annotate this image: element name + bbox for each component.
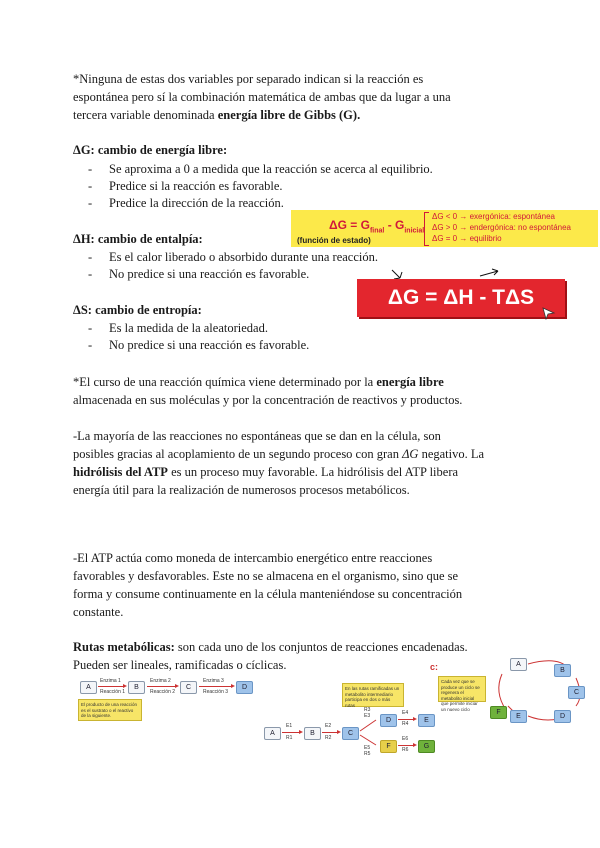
enzyme-label: Enzima 2 [150,678,171,684]
node-e: E [418,714,435,727]
arrow [398,745,414,746]
gibbs-equation: $\Delta G = G_{final} - G_{inicial}$ [329,218,425,235]
node-c: C [342,727,359,740]
node-f: F [490,706,507,719]
list-item: - Es la medida de la aleatoriedad. [88,320,309,337]
node-b: B [554,664,571,677]
reaction-label: R3 [364,707,371,713]
state-function-label: (función de estado) [297,236,371,245]
arrow [147,686,176,687]
delta-g-heading: ΔG: cambio de energía libre: [73,143,228,157]
delta-h-heading: ΔH: cambio de entalpía: [73,232,203,246]
reaction-label: Reacción 1 [100,689,126,695]
node-a: A [510,658,527,671]
arrow [398,719,414,720]
enzyme-label: Enzima 1 [100,678,121,684]
gibbs-formula-banner: ΔG = ΔH - TΔS [357,279,565,317]
branched-note: En las rutas ramificadas un metabolito intermediario participa en dos o más rutas [342,683,404,707]
list-item: - Es el calor liberado o absorbido durante una reacción. [88,249,378,266]
list-item: - Se aproxima a 0 a medida que la reacción se acerca al equilibrio. [88,161,433,178]
reaction-label: Reacción 3 [203,689,229,695]
condition-endergonic: ΔG > 0 → endergónica: no espontánea [432,223,571,232]
node-c: C [568,686,585,699]
cyclic-pathway-diagram [428,656,586,728]
gibbs-equation-box [291,210,598,247]
intro-paragraph [73,70,543,124]
condition-equilibrium: ΔG = 0 → equilibrio [432,234,502,243]
node-d: D [554,710,571,723]
intro-line-1: *Ninguna de estas dos variables por separado indican si la reacción es [73,72,424,86]
cyclic-marker: c: [430,662,439,672]
intro-line-3: tercera variable denominada energía libre de Gibbs (G). [73,108,361,122]
enzyme-label: E5 [364,745,371,751]
reaction-label: R1 [286,735,293,741]
enzyme-label: E3 [364,713,371,719]
rutas-term: Rutas metabólicas: [73,640,175,654]
list-item: - No predice si una reacción es favorable. [88,266,378,283]
cyclic-note: Cada vez que se produce un ciclo se regenera el metabolito inicial que permite iniciar un nuevo ciclo [438,676,486,702]
node-a: A [264,727,281,740]
enzyme-label: E2 [325,723,332,729]
reaction-label: R2 [325,735,332,741]
rutas-paragraph: Rutas metabólicas: son cada uno de los conjuntos de reacciones encadenadas. Pueden ser lineales, ramificadas o cíclicas. [73,640,468,672]
branched-pathway-diagram [262,683,437,757]
gibbs-term: energía libre de Gibbs (G). [217,108,361,122]
node-g: G [418,740,435,753]
delta-s-list [88,320,309,354]
curso-paragraph: *El curso de una reacción química viene determinado por la energía libre almacenada en sus moléculas y por la concentración de reactivos y productos. [73,375,463,407]
node-c: C [180,681,197,694]
list-item: - Predice la dirección de la reacción. [88,195,433,212]
energia-libre-term: energía libre [376,375,444,389]
enzyme-label: E1 [286,723,293,729]
condition-exergonic: ΔG < 0 → exergónica: espontánea [432,212,555,221]
enzyme-label: E4 [402,710,409,716]
bracket-shape [424,212,429,246]
arrow [199,686,232,687]
node-e: E [510,710,527,723]
enzyme-label: E6 [402,736,409,742]
linear-note: El producto de una reacción es el sustrato o el reactivo de la siguiente. [78,699,142,721]
linear-pathway-diagram [70,676,270,736]
node-b: B [304,727,321,740]
delta-g-list [88,161,433,212]
reaction-label: R4 [402,721,409,727]
reaction-label: R5 [364,751,371,757]
list-item: - No predice si una reacción es favorable. [88,337,309,354]
node-d: D [380,714,397,727]
arrow [98,686,124,687]
reaction-label: Reacción 2 [150,689,176,695]
delta-h-list [88,249,378,283]
enzyme-label: Enzima 3 [203,678,224,684]
atp-paragraph: -El ATP actúa como moneda de intercambio energético entre reacciones favorables y desfavorables. Este no se almacena en el organismo, sino que se forma y consume continuamente en la célula manteniéndose su concentración constante. [73,551,463,619]
delta-s-heading: ΔS: cambio de entropía: [73,303,202,317]
node-a: A [80,681,97,694]
node-f: F [380,740,397,753]
intro-line-2: espontánea pero sí la combinación matemática de ambas que da lugar a una [73,90,451,104]
mayoria-paragraph: -La mayoría de las reacciones no espontáneas que se dan en la célula, son posibles gracias al acoplamiento de un segundo proceso con gran ΔG negativo. La hidrólisis del ATP es un proceso muy favorable. La hidrólisis del ATP libera energía útil para la realización de numerosos procesos metabólicos. [73,429,485,497]
pointer-arrow-icon [541,306,557,320]
arrow [322,732,338,733]
node-b: B [128,681,145,694]
hidrolisis-atp-term: hidrólisis del ATP [73,465,168,479]
reaction-label: R6 [402,747,409,753]
arrow [282,732,300,733]
node-d: D [236,681,253,694]
list-item: - Predice si la reacción es favorable. [88,178,433,195]
